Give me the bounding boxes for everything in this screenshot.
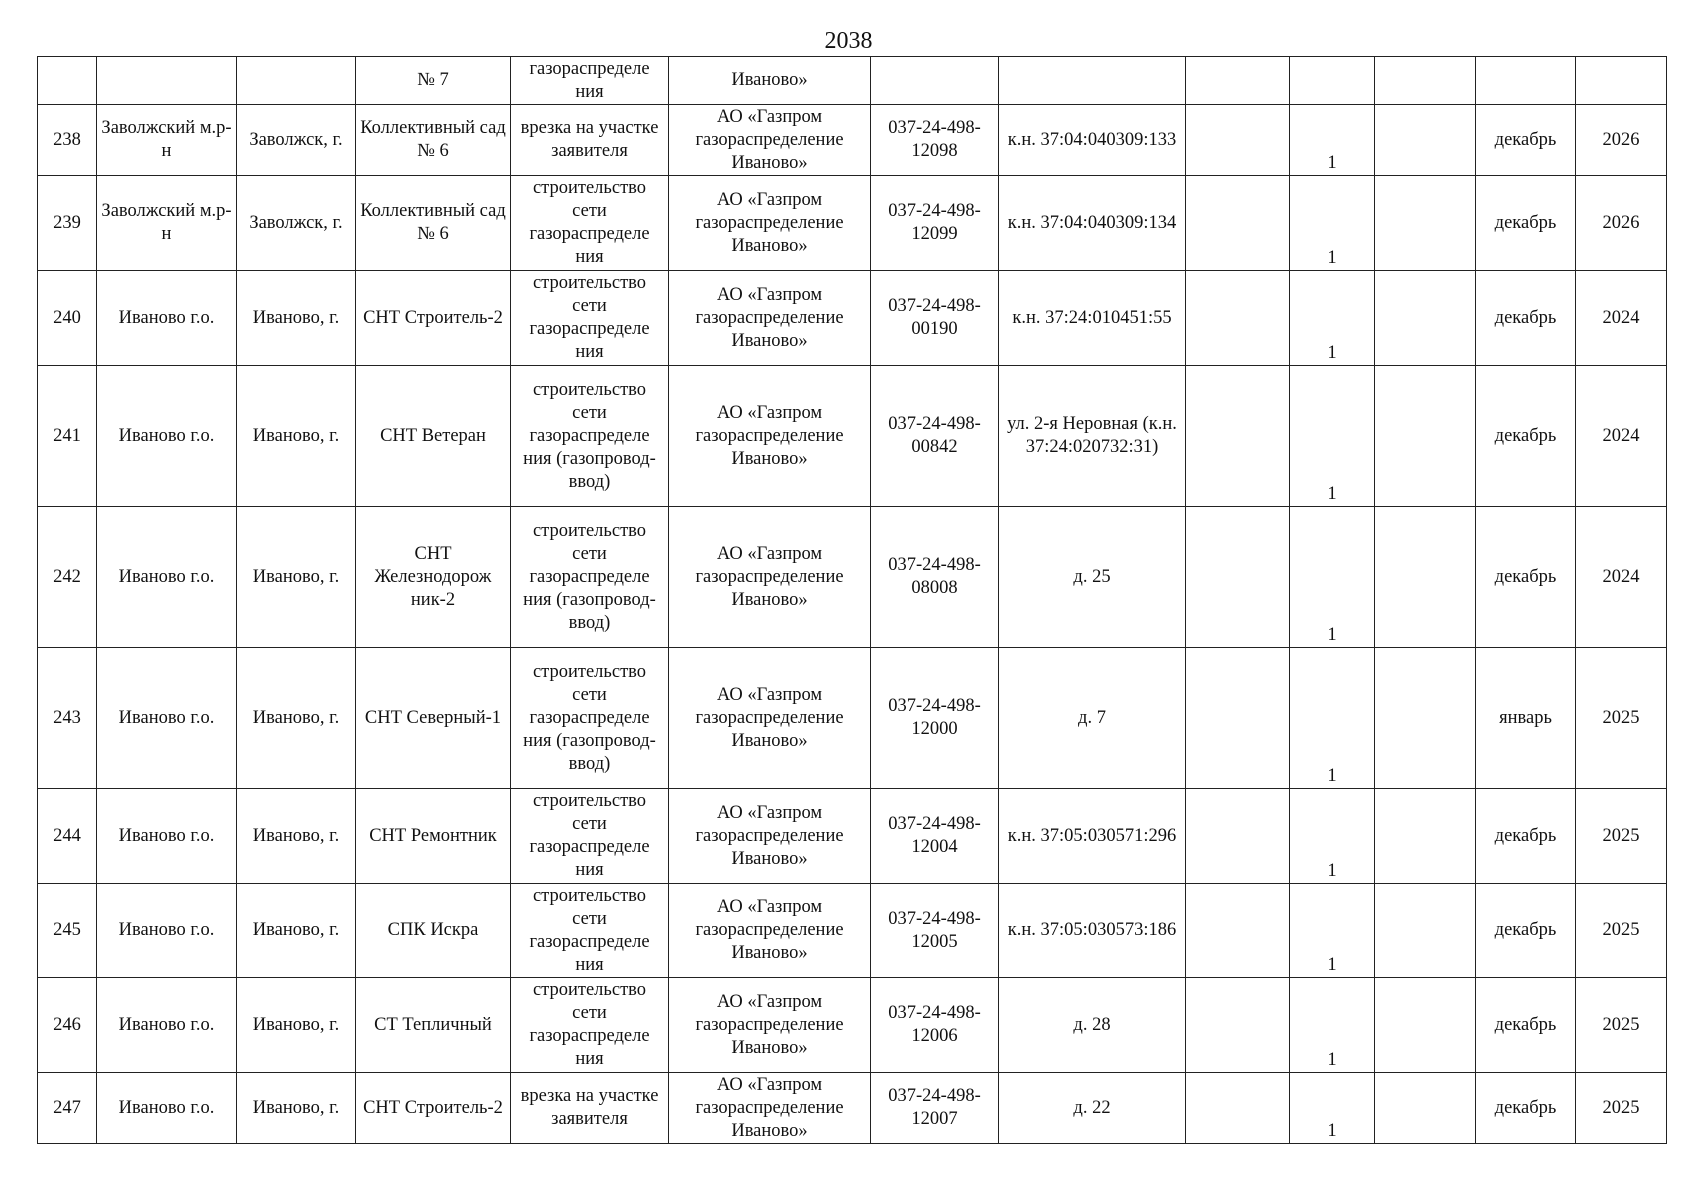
cell-district: Иваново г.о. — [97, 978, 237, 1073]
cell-month: декабрь — [1476, 789, 1576, 884]
cell-work-type: строительство сети газораспределе ния — [511, 271, 669, 366]
count-value: 1 — [1327, 1050, 1337, 1070]
cell-object: Коллективный сад № 6 — [356, 105, 511, 176]
cell-blank-2 — [1375, 1073, 1476, 1144]
cell-work-type: строительство сети газораспределе ния (газопровод-ввод) — [511, 507, 669, 648]
cell-num: 238 — [38, 105, 97, 176]
cell-month: декабрь — [1476, 366, 1576, 507]
cell-organization: АО «Газпром газораспределение Иваново» — [669, 105, 871, 176]
cell-code: 037-24-498-12098 — [871, 105, 999, 176]
cell-blank-2 — [1375, 648, 1476, 789]
cell-num: 239 — [38, 176, 97, 271]
cell-work-type: строительство сети газораспределе ния — [511, 978, 669, 1073]
cell-count — [1290, 978, 1375, 1073]
cell-work-type: строительство сети газораспределе ния (газопровод-ввод) — [511, 648, 669, 789]
count-value: 1 — [1327, 955, 1337, 975]
cell-num — [38, 57, 97, 105]
count-value: 1 — [1327, 625, 1337, 645]
cell-locality: Заволжск, г. — [237, 176, 356, 271]
cell-count — [1290, 648, 1375, 789]
count-value: 1 — [1327, 861, 1337, 881]
cell-district: Иваново г.о. — [97, 1073, 237, 1144]
cell-count — [1290, 176, 1375, 271]
count-value: 1 — [1327, 343, 1337, 363]
cell-count — [1290, 884, 1375, 978]
cell-year: 2024 — [1576, 507, 1667, 648]
cell-num: 240 — [38, 271, 97, 366]
cell-count — [1290, 271, 1375, 366]
table-row — [38, 366, 1667, 507]
cell-address: к.н. 37:24:010451:55 — [999, 271, 1186, 366]
cell-blank-1 — [1186, 105, 1290, 176]
cell-locality: Иваново, г. — [237, 884, 356, 978]
cell-num: 242 — [38, 507, 97, 648]
cell-month: декабрь — [1476, 1073, 1576, 1144]
cell-work-type: строительство сети газораспределе ния — [511, 176, 669, 271]
cell-count — [1290, 366, 1375, 507]
cell-object: Коллективный сад № 6 — [356, 176, 511, 271]
cell-object: СПК Искра — [356, 884, 511, 978]
cell-month: декабрь — [1476, 978, 1576, 1073]
count-value: 1 — [1327, 484, 1337, 504]
cell-blank-1 — [1186, 789, 1290, 884]
table-row — [38, 648, 1667, 789]
cell-district: Иваново г.о. — [97, 366, 237, 507]
cell-code: 037-24-498-00842 — [871, 366, 999, 507]
cell-num: 241 — [38, 366, 97, 507]
cell-locality: Иваново, г. — [237, 789, 356, 884]
cell-district: Иваново г.о. — [97, 789, 237, 884]
cell-code: 037-24-498-12005 — [871, 884, 999, 978]
table-row — [38, 507, 1667, 648]
cell-blank-1 — [1186, 176, 1290, 271]
cell-object: СНТ Строитель-2 — [356, 1073, 511, 1144]
cell-code: 037-24-498-12006 — [871, 978, 999, 1073]
cell-blank-1 — [1186, 507, 1290, 648]
cell-num: 245 — [38, 884, 97, 978]
cell-locality: Иваново, г. — [237, 1073, 356, 1144]
cell-organization: АО «Газпром газораспределение Иваново» — [669, 366, 871, 507]
cell-district: Иваново г.о. — [97, 507, 237, 648]
cell-locality — [237, 57, 356, 105]
cell-code: 037-24-498-12000 — [871, 648, 999, 789]
table-row — [38, 978, 1667, 1073]
cell-blank-2 — [1375, 884, 1476, 978]
cell-year: 2025 — [1576, 789, 1667, 884]
cell-address: д. 25 — [999, 507, 1186, 648]
cell-month: декабрь — [1476, 176, 1576, 271]
cell-object: СНТ Строитель-2 — [356, 271, 511, 366]
cell-count — [1290, 1073, 1375, 1144]
cell-blank-1 — [1186, 648, 1290, 789]
cell-work-type: газораспределе ния — [511, 57, 669, 105]
cell-blank-1 — [1186, 271, 1290, 366]
cell-locality: Иваново, г. — [237, 271, 356, 366]
cell-organization: АО «Газпром газораспределение Иваново» — [669, 176, 871, 271]
cell-organization: АО «Газпром газораспределение Иваново» — [669, 789, 871, 884]
cell-blank-2 — [1375, 271, 1476, 366]
table-row — [38, 176, 1667, 271]
cell-code: 037-24-498-12004 — [871, 789, 999, 884]
cell-locality: Иваново, г. — [237, 648, 356, 789]
cell-code: 037-24-498-00190 — [871, 271, 999, 366]
cell-num: 243 — [38, 648, 97, 789]
cell-locality: Заволжск, г. — [237, 105, 356, 176]
cell-organization: АО «Газпром газораспределение Иваново» — [669, 271, 871, 366]
cell-year: 2025 — [1576, 648, 1667, 789]
cell-blank-1 — [1186, 978, 1290, 1073]
cell-organization: АО «Газпром газораспределение Иваново» — [669, 648, 871, 789]
cell-count — [1290, 105, 1375, 176]
cell-work-type: строительство сети газораспределе ния — [511, 884, 669, 978]
cell-locality: Иваново, г. — [237, 507, 356, 648]
cell-month — [1476, 57, 1576, 105]
cell-blank-1 — [1186, 366, 1290, 507]
cell-month: декабрь — [1476, 884, 1576, 978]
cell-address: к.н. 37:05:030573:186 — [999, 884, 1186, 978]
cell-district: Иваново г.о. — [97, 648, 237, 789]
cell-organization: АО «Газпром газораспределение Иваново» — [669, 884, 871, 978]
cell-locality: Иваново, г. — [237, 366, 356, 507]
cell-count — [1290, 57, 1375, 105]
cell-district: Заволжский м.р-н — [97, 176, 237, 271]
cell-work-type: строительство сети газораспределе ния — [511, 789, 669, 884]
cell-year: 2025 — [1576, 884, 1667, 978]
count-value: 1 — [1327, 1121, 1337, 1141]
cell-address — [999, 57, 1186, 105]
cell-month: декабрь — [1476, 271, 1576, 366]
cell-blank-2 — [1375, 57, 1476, 105]
table-row — [38, 105, 1667, 176]
cell-organization: АО «Газпром газораспределение Иваново» — [669, 507, 871, 648]
cell-year — [1576, 57, 1667, 105]
cell-month: декабрь — [1476, 507, 1576, 648]
cell-object: СНТ Ветеран — [356, 366, 511, 507]
cell-district — [97, 57, 237, 105]
cell-code: 037-24-498-12007 — [871, 1073, 999, 1144]
cell-year: 2025 — [1576, 1073, 1667, 1144]
cell-district: Иваново г.о. — [97, 884, 237, 978]
cell-organization: Иваново» — [669, 57, 871, 105]
cell-work-type: врезка на участке заявителя — [511, 1073, 669, 1144]
cell-num: 247 — [38, 1073, 97, 1144]
cell-code: 037-24-498-12099 — [871, 176, 999, 271]
cell-address: ул. 2-я Неровная (к.н. 37:24:020732:31) — [999, 366, 1186, 507]
count-value: 1 — [1327, 248, 1337, 268]
cell-address: к.н. 37:05:030571:296 — [999, 789, 1186, 884]
cell-work-type: врезка на участке заявителя — [511, 105, 669, 176]
cell-year: 2024 — [1576, 366, 1667, 507]
cell-organization: АО «Газпром газораспределение Иваново» — [669, 1073, 871, 1144]
table-row — [38, 57, 1667, 105]
cell-blank-1 — [1186, 57, 1290, 105]
cell-month: декабрь — [1476, 105, 1576, 176]
cell-num: 246 — [38, 978, 97, 1073]
table-row — [38, 884, 1667, 978]
cell-locality: Иваново, г. — [237, 978, 356, 1073]
cell-year: 2026 — [1576, 105, 1667, 176]
cell-code: 037-24-498-08008 — [871, 507, 999, 648]
cell-blank-2 — [1375, 507, 1476, 648]
cell-year: 2024 — [1576, 271, 1667, 366]
cell-district: Иваново г.о. — [97, 271, 237, 366]
cell-blank-1 — [1186, 1073, 1290, 1144]
cell-blank-2 — [1375, 789, 1476, 884]
cell-count — [1290, 507, 1375, 648]
cell-object: СНТ Железнодорож ник-2 — [356, 507, 511, 648]
cell-num: 244 — [38, 789, 97, 884]
table-row — [38, 789, 1667, 884]
cell-work-type: строительство сети газораспределе ния (газопровод-ввод) — [511, 366, 669, 507]
cell-year: 2026 — [1576, 176, 1667, 271]
cell-address: д. 7 — [999, 648, 1186, 789]
cell-year: 2025 — [1576, 978, 1667, 1073]
cell-address: к.н. 37:04:040309:133 — [999, 105, 1186, 176]
count-value: 1 — [1327, 153, 1337, 173]
cell-district: Заволжский м.р-н — [97, 105, 237, 176]
cell-object: СНТ Северный-1 — [356, 648, 511, 789]
cell-address: к.н. 37:04:040309:134 — [999, 176, 1186, 271]
page-number: 2038 — [824, 28, 873, 54]
cell-organization: АО «Газпром газораспределение Иваново» — [669, 978, 871, 1073]
count-value: 1 — [1327, 766, 1337, 786]
cell-count — [1290, 789, 1375, 884]
gasification-table — [37, 56, 1667, 1144]
cell-object: № 7 — [356, 57, 511, 105]
cell-address: д. 28 — [999, 978, 1186, 1073]
cell-address: д. 22 — [999, 1073, 1186, 1144]
cell-blank-2 — [1375, 366, 1476, 507]
cell-blank-2 — [1375, 105, 1476, 176]
cell-blank-2 — [1375, 978, 1476, 1073]
cell-code — [871, 57, 999, 105]
table-row — [38, 271, 1667, 366]
table-row — [38, 1073, 1667, 1144]
cell-object: СТ Тепличный — [356, 978, 511, 1073]
cell-blank-2 — [1375, 176, 1476, 271]
cell-blank-1 — [1186, 884, 1290, 978]
cell-month: январь — [1476, 648, 1576, 789]
cell-object: СНТ Ремонтник — [356, 789, 511, 884]
